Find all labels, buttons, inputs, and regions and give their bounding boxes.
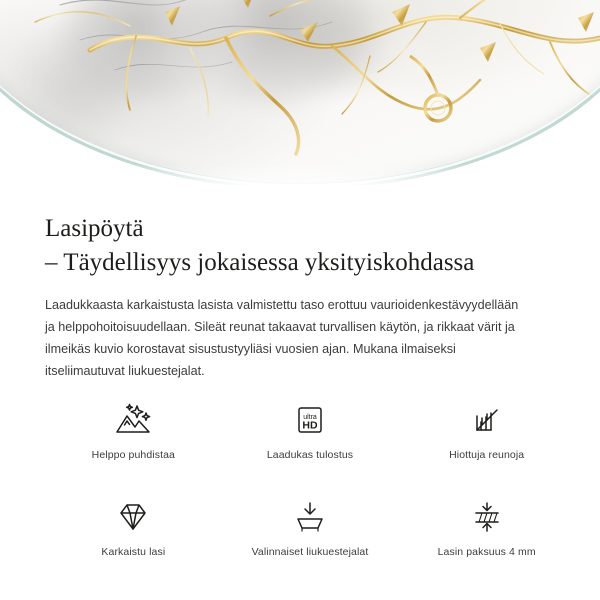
feature-item-tempered-glass bbox=[45, 495, 222, 558]
diamond-icon bbox=[111, 495, 155, 539]
feature-item-print-quality bbox=[222, 398, 399, 461]
headline-line-1: Lasipöytä bbox=[45, 215, 144, 242]
hero-image bbox=[0, 0, 600, 190]
gold-veins bbox=[0, 0, 600, 190]
feature-label: Helppo puhdistaa bbox=[91, 449, 175, 461]
feature-label: Karkaistu lasi bbox=[101, 546, 166, 558]
gold-ring-detail bbox=[410, 56, 451, 121]
page-title bbox=[45, 212, 565, 280]
sparkle-clean-icon bbox=[111, 398, 155, 442]
badge-top-text: ultra bbox=[303, 414, 317, 421]
feature-item-thickness bbox=[398, 495, 575, 558]
polished-edges-icon bbox=[465, 398, 509, 442]
glass-table-surface bbox=[0, 0, 600, 190]
hero-bottom-fade bbox=[0, 164, 600, 190]
ultra-hd-icon bbox=[288, 398, 332, 442]
description-content bbox=[0, 190, 600, 382]
feature-label: Laadukas tulostus bbox=[266, 449, 354, 461]
feature-item-anti-slip-feet bbox=[222, 495, 399, 558]
feature-label: Hiottuja reunoja bbox=[449, 449, 525, 461]
thickness-arrows-icon bbox=[465, 495, 509, 539]
anti-slip-feet-icon bbox=[288, 495, 332, 539]
feature-item-polished-edges bbox=[398, 398, 575, 461]
description-paragraph: Laadukkaasta karkaistusta lasista valmistettu taso erottuu vaurioidenkestävyydellään ja helppohoitoisuudellaan. Sileät reunat takaavat turvallisen käytön, ja rikkaat värit ja ilmeikäs kuvio korostavat sisustustyyliäsi vuosien ajan. Mukana ilmaiseksi itseliimautuvat liukuestejalat. bbox=[45, 298, 519, 378]
headline-line-2: – Täydellisyys jokaisessa yksityiskohdassa bbox=[45, 249, 475, 276]
feature-label: Lasin paksuus 4 mm bbox=[437, 546, 536, 558]
feature-grid bbox=[45, 398, 575, 558]
feature-item-easy-clean bbox=[45, 398, 222, 461]
feature-label: Valinnaiset liukuestejalat bbox=[251, 546, 369, 558]
badge-bottom-text: HD bbox=[302, 419, 318, 432]
